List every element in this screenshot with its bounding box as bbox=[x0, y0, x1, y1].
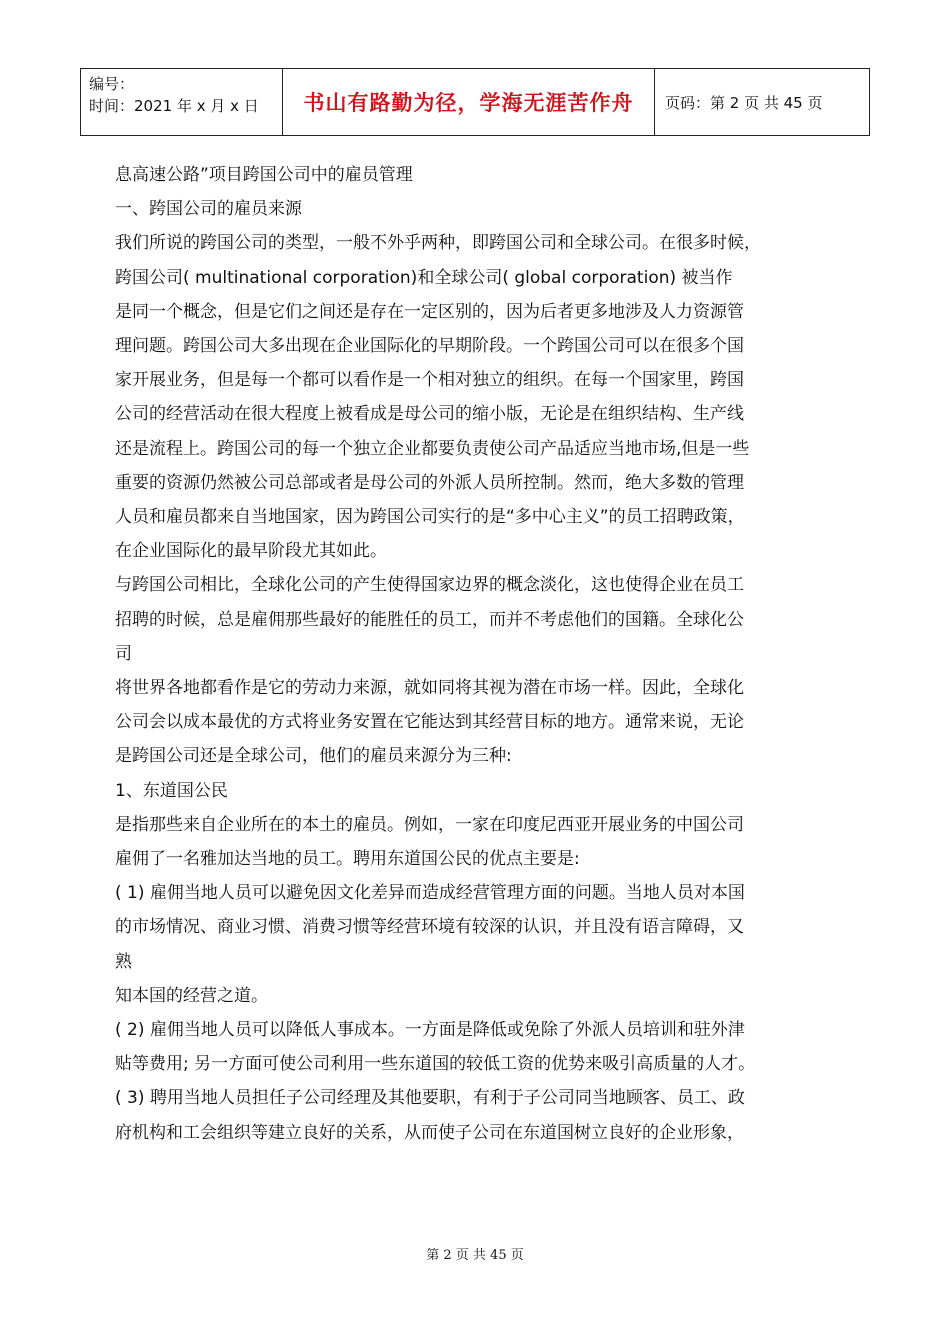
text-line: 公司会以成本最优的方式将业务安置在它能达到其经营目标的地方。通常来说，无论 bbox=[115, 712, 744, 733]
text-line: 雇佣了一名雅加达当地的员工。聘用东道国公民的优点主要是: bbox=[115, 849, 580, 870]
page-footer: 第 2 页 共 45 页 bbox=[426, 1248, 524, 1263]
text-line: 息高速公路”项目跨国公司中的雇员管理 bbox=[115, 165, 413, 185]
page-header-table bbox=[80, 68, 870, 136]
text-line: 我们所说的跨国公司的类型，一般不外乎两种，即跨国公司和全球公司。在很多时候， bbox=[115, 233, 761, 254]
text-line: 是跨国公司还是全球公司，他们的雇员来源分为三种: bbox=[115, 746, 512, 767]
text-line: 府机构和工会组织等建立良好的关系，从而使子公司在东道国树立良好的企业形象， bbox=[115, 1122, 744, 1143]
text-line: 是同一个概念，但是它们之间还是存在一定区别的，因为后者更多地涉及人力资源管 bbox=[115, 301, 744, 322]
text-line: ( 2) 雇佣当地人员可以降低人事成本。一方面是降低或免除了外派人员培训和驻外津 bbox=[115, 1020, 745, 1041]
text-line: 贴等费用; 另一方面可使公司利用一些东道国的较低工资的优势来吸引高质量的人才。 bbox=[115, 1054, 756, 1075]
text-line: 公司的经营活动在很大程度上被看成是母公司的缩小版，无论是在组织结构、生产线 bbox=[115, 404, 744, 425]
text-line: ( 3) 聘用当地人员担任子公司经理及其他要职，有利于子公司同当地顾客、员工、政 bbox=[115, 1088, 745, 1109]
text-line: 的市场情况、商业习惯、消费习惯等经营环境有较深的认识，并且没有语言障碍，又 bbox=[115, 917, 744, 938]
text-line: 一、跨国公司的雇员来源 bbox=[115, 199, 302, 220]
text-line: 熟 bbox=[115, 951, 132, 972]
document-date-label: 时间：2021 年 x 月 x 日 bbox=[89, 97, 259, 115]
text-line: ( 1) 雇佣当地人员可以避免因文化差异而造成经营管理方面的问题。当地人员对本国 bbox=[115, 883, 745, 904]
header-left-cell bbox=[81, 69, 283, 135]
text-line: 在企业国际化的最早阶段尤其如此。 bbox=[115, 541, 387, 562]
header-motto: 书山有路勤为径，学海无涯苦作舟 bbox=[283, 69, 655, 135]
text-line: 1、东道国公民 bbox=[115, 780, 228, 801]
text-line: 与跨国公司相比，全球化公司的产生使得国家边界的概念淡化，这也使得企业在员工 bbox=[115, 575, 744, 596]
header-page-info: 页码：第 2 页 共 45 页 bbox=[665, 93, 823, 112]
text-line: 司 bbox=[115, 643, 132, 664]
text-line: 重要的资源仍然被公司总部或者是母公司的外派人员所控制。然而，绝大多数的管理 bbox=[115, 472, 744, 493]
text-line: 知本国的经营之道。 bbox=[115, 985, 268, 1006]
text-line: 跨国公司( multinational corporation)和全球公司( global corporation) 被当作 bbox=[115, 267, 733, 288]
text-line: 招聘的时候，总是雇佣那些最好的能胜任的员工，而并不考虑他们的国籍。全球化公 bbox=[115, 609, 744, 630]
text-line: 理问题。跨国公司大多出现在企业国际化的早期阶段。一个跨国公司可以在很多个国 bbox=[115, 336, 744, 357]
text-line: 家开展业务，但是每一个都可以看作是一个相对独立的组织。在每一个国家里，跨国 bbox=[115, 370, 744, 391]
document-number-label: 编号： bbox=[89, 75, 135, 93]
text-line: 人员和雇员都来自当地国家，因为跨国公司实行的是“多中心主义”的员工招聘政策， bbox=[115, 507, 745, 528]
text-line: 是指那些来自企业所在的本土的雇员。例如，一家在印度尼西亚开展业务的中国公司 bbox=[115, 814, 744, 835]
text-line: 将世界各地都看作是它的劳动力来源，就如同将其视为潜在市场一样。因此，全球化 bbox=[115, 678, 744, 699]
text-line: 还是流程上。跨国公司的每一个独立企业都要负责使公司产品适应当地市场,但是一些 bbox=[115, 438, 750, 459]
document-body bbox=[115, 158, 840, 1150]
